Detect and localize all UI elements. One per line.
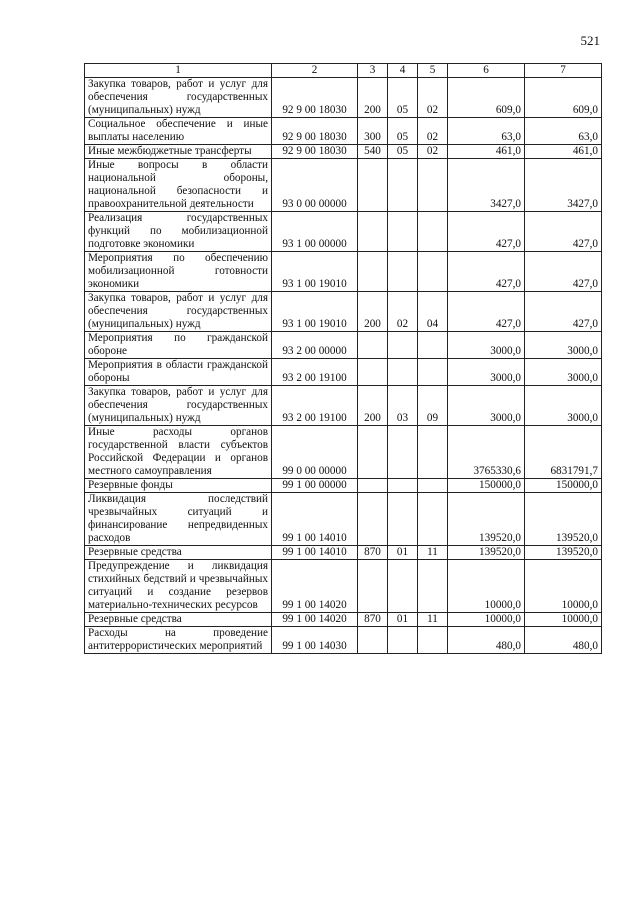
- section-code: [388, 493, 418, 546]
- amount-year-2: 6831791,7: [525, 426, 602, 479]
- subsection-code: [418, 252, 448, 292]
- amount-year-1: 139520,0: [448, 493, 525, 546]
- amount-year-1: 3000,0: [448, 332, 525, 359]
- expense-type: [358, 493, 388, 546]
- budget-table: [84, 63, 602, 654]
- table-row: [85, 145, 602, 159]
- expense-type: [358, 159, 388, 212]
- table-row: [85, 426, 602, 479]
- expense-type: [358, 332, 388, 359]
- amount-year-1: 427,0: [448, 252, 525, 292]
- subsection-code: [418, 493, 448, 546]
- expense-type: 200: [358, 386, 388, 426]
- section-code: [388, 212, 418, 252]
- amount-year-1: 3000,0: [448, 359, 525, 386]
- amount-year-1: 10000,0: [448, 613, 525, 627]
- subsection-code: [418, 159, 448, 212]
- subsection-code: 11: [418, 613, 448, 627]
- amount-year-1: 3765330,6: [448, 426, 525, 479]
- table-row: [85, 627, 602, 654]
- amount-year-1: 609,0: [448, 78, 525, 118]
- page-number: 521: [580, 33, 600, 48]
- expense-name: Реализация государственных функций по мобилизационной подготовке экономики: [85, 212, 272, 252]
- expense-name: Мероприятия по обеспечению мобилизационной готовности экономики: [85, 252, 272, 292]
- expense-type: [358, 252, 388, 292]
- section-code: [388, 359, 418, 386]
- section-code: [388, 426, 418, 479]
- subsection-code: [418, 212, 448, 252]
- amount-year-2: 3000,0: [525, 359, 602, 386]
- amount-year-1: 461,0: [448, 145, 525, 159]
- expense-name: Предупреждение и ликвидация стихийных бедствий и чрезвычайных ситуаций и создание резервов материально-технических ресурсов: [85, 560, 272, 613]
- amount-year-2: 139520,0: [525, 493, 602, 546]
- amount-year-1: 3427,0: [448, 159, 525, 212]
- expense-name: Резервные фонды: [85, 479, 272, 493]
- expense-type: [358, 426, 388, 479]
- subsection-code: 02: [418, 145, 448, 159]
- program-code: 99 1 00 00000: [272, 479, 358, 493]
- table-row: [85, 292, 602, 332]
- table-row: [85, 332, 602, 359]
- expense-name: Ликвидация последствий чрезвычайных ситуаций и финансирование непредвиденных расходов: [85, 493, 272, 546]
- expense-name: Закупка товаров, работ и услуг для обеспечения государственных (муниципальных) нужд: [85, 292, 272, 332]
- expense-type: 540: [358, 145, 388, 159]
- amount-year-1: 10000,0: [448, 560, 525, 613]
- expense-name: Резервные средства: [85, 546, 272, 560]
- amount-year-2: 10000,0: [525, 613, 602, 627]
- section-code: [388, 479, 418, 493]
- subsection-code: 11: [418, 546, 448, 560]
- program-code: 99 0 00 00000: [272, 426, 358, 479]
- subsection-code: [418, 426, 448, 479]
- amount-year-1: 427,0: [448, 292, 525, 332]
- expense-type: 300: [358, 118, 388, 145]
- table-row: [85, 386, 602, 426]
- subsection-code: 02: [418, 118, 448, 145]
- expense-type: [358, 359, 388, 386]
- program-code: 92 9 00 18030: [272, 78, 358, 118]
- expense-type: [358, 560, 388, 613]
- expense-type: [358, 627, 388, 654]
- program-code: 93 2 00 19100: [272, 386, 358, 426]
- expense-name: Иные межбюджетные трансферты: [85, 145, 272, 159]
- amount-year-2: 3000,0: [525, 386, 602, 426]
- program-code: 99 1 00 14020: [272, 560, 358, 613]
- subsection-code: 09: [418, 386, 448, 426]
- table-row: [85, 493, 602, 546]
- amount-year-2: 427,0: [525, 292, 602, 332]
- program-code: 93 0 00 00000: [272, 159, 358, 212]
- subsection-code: 04: [418, 292, 448, 332]
- column-header: 4: [388, 64, 418, 78]
- amount-year-2: 3427,0: [525, 159, 602, 212]
- section-code: [388, 252, 418, 292]
- table-row: [85, 159, 602, 212]
- table-row: [85, 78, 602, 118]
- column-header: 3: [358, 64, 388, 78]
- section-code: 05: [388, 118, 418, 145]
- amount-year-1: 480,0: [448, 627, 525, 654]
- amount-year-2: 461,0: [525, 145, 602, 159]
- amount-year-2: 609,0: [525, 78, 602, 118]
- amount-year-2: 150000,0: [525, 479, 602, 493]
- program-code: 99 1 00 14030: [272, 627, 358, 654]
- section-code: [388, 332, 418, 359]
- expense-type: [358, 479, 388, 493]
- amount-year-1: 63,0: [448, 118, 525, 145]
- expense-name: Мероприятия в области гражданской обороны: [85, 359, 272, 386]
- subsection-code: [418, 560, 448, 613]
- program-code: 93 2 00 19100: [272, 359, 358, 386]
- subsection-code: [418, 479, 448, 493]
- column-header: 2: [272, 64, 358, 78]
- amount-year-2: 427,0: [525, 212, 602, 252]
- program-code: 99 1 00 14020: [272, 613, 358, 627]
- table-row: [85, 118, 602, 145]
- expense-name: Иные расходы органов государственной власти субъектов Российской Федерации и органов местного самоуправления: [85, 426, 272, 479]
- program-code: 99 1 00 14010: [272, 493, 358, 546]
- section-code: 05: [388, 78, 418, 118]
- amount-year-1: 150000,0: [448, 479, 525, 493]
- program-code: 92 9 00 18030: [272, 145, 358, 159]
- expense-type: 200: [358, 292, 388, 332]
- table-row: [85, 560, 602, 613]
- expense-name: Социальное обеспечение и иные выплаты населению: [85, 118, 272, 145]
- expense-name: Иные вопросы в области национальной обороны, национальной безопасности и правоохранительной деятельности: [85, 159, 272, 212]
- table-row: [85, 479, 602, 493]
- column-header: 1: [85, 64, 272, 78]
- expense-name: Резервные средства: [85, 613, 272, 627]
- section-code: 03: [388, 386, 418, 426]
- expense-type: 870: [358, 546, 388, 560]
- section-code: 01: [388, 613, 418, 627]
- section-code: 02: [388, 292, 418, 332]
- amount-year-2: 427,0: [525, 252, 602, 292]
- amount-year-2: 63,0: [525, 118, 602, 145]
- expense-name: Расходы на проведение антитеррористических мероприятий: [85, 627, 272, 654]
- column-header: 5: [418, 64, 448, 78]
- expense-type: [358, 212, 388, 252]
- program-code: 93 1 00 00000: [272, 212, 358, 252]
- column-header: 7: [525, 64, 602, 78]
- section-code: [388, 560, 418, 613]
- expense-type: 200: [358, 78, 388, 118]
- section-code: [388, 627, 418, 654]
- section-code: 05: [388, 145, 418, 159]
- amount-year-2: 139520,0: [525, 546, 602, 560]
- expense-name: Мероприятия по гражданской обороне: [85, 332, 272, 359]
- amount-year-1: 3000,0: [448, 386, 525, 426]
- amount-year-2: 480,0: [525, 627, 602, 654]
- subsection-code: [418, 332, 448, 359]
- column-header: 6: [448, 64, 525, 78]
- program-code: 92 9 00 18030: [272, 118, 358, 145]
- column-number-row: [85, 64, 602, 78]
- expense-name: Закупка товаров, работ и услуг для обеспечения государственных (муниципальных) нужд: [85, 78, 272, 118]
- table-row: [85, 359, 602, 386]
- amount-year-2: 10000,0: [525, 560, 602, 613]
- table-row: [85, 546, 602, 560]
- amount-year-1: 427,0: [448, 212, 525, 252]
- amount-year-1: 139520,0: [448, 546, 525, 560]
- program-code: 93 2 00 00000: [272, 332, 358, 359]
- table-row: [85, 613, 602, 627]
- table-row: [85, 212, 602, 252]
- expense-name: Закупка товаров, работ и услуг для обеспечения государственных (муниципальных) нужд: [85, 386, 272, 426]
- table-row: [85, 252, 602, 292]
- section-code: [388, 159, 418, 212]
- subsection-code: [418, 627, 448, 654]
- amount-year-2: 3000,0: [525, 332, 602, 359]
- program-code: 99 1 00 14010: [272, 546, 358, 560]
- subsection-code: 02: [418, 78, 448, 118]
- subsection-code: [418, 359, 448, 386]
- section-code: 01: [388, 546, 418, 560]
- expense-type: 870: [358, 613, 388, 627]
- program-code: 93 1 00 19010: [272, 252, 358, 292]
- program-code: 93 1 00 19010: [272, 292, 358, 332]
